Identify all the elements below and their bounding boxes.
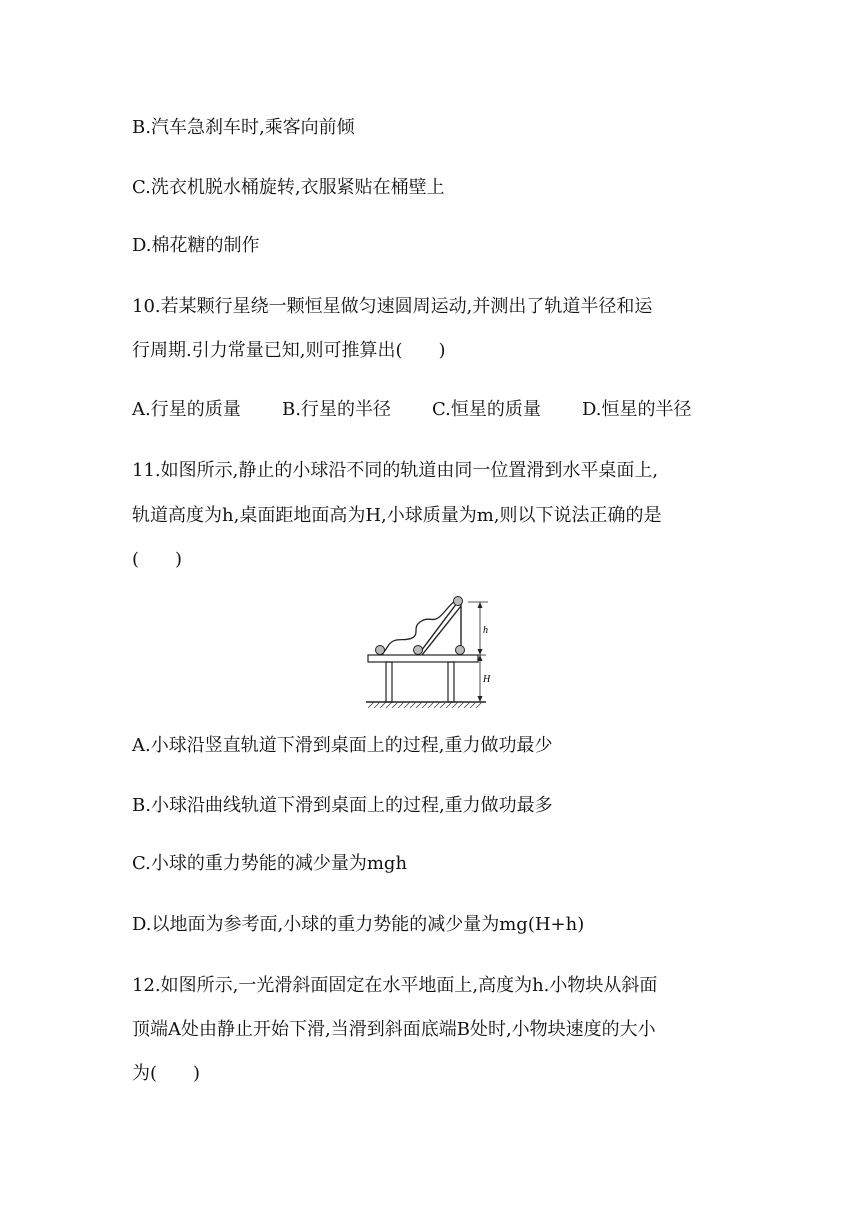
q10-stem-line1: 10.若某颗行星绕一颗恒星做匀速圆周运动,并测出了轨道半径和运	[132, 296, 653, 317]
q11-stem-line1: 11.如图所示,静止的小球沿不同的轨道由同一位置滑到水平桌面上,	[132, 460, 659, 481]
table-leg-right	[448, 662, 454, 702]
ball-vertical-end	[456, 646, 465, 655]
label-H: H	[483, 674, 491, 685]
q12-stem-line1: 12.如图所示,一光滑斜面固定在水平地面上,高度为h.小物块从斜面	[132, 975, 658, 996]
track-table-figure	[362, 592, 502, 716]
q11-option-c: C.小球的重力势能的减少量为mgh	[132, 853, 408, 874]
q11-option-b: B.小球沿曲线轨道下滑到桌面上的过程,重力做功最多	[132, 795, 553, 816]
q10-stem-line2: 行周期.引力常量已知,则可推算出( )	[132, 340, 446, 361]
ground-hatch	[368, 702, 482, 708]
table-top	[368, 655, 478, 662]
q11-option-a: A.小球沿竖直轨道下滑到桌面上的过程,重力做功最少	[132, 735, 553, 756]
q9-option-b: B.汽车急刹车时,乘客向前倾	[132, 117, 355, 138]
q12-stem-line2: 顶端A处由静止开始下滑,当滑到斜面底端B处时,小物块速度的大小	[132, 1019, 656, 1040]
ball-top	[454, 597, 463, 606]
q10-option-d: D.恒星的半径	[582, 399, 692, 420]
q10-option-b: B.行星的半径	[282, 399, 391, 420]
ball-incline-end	[414, 646, 423, 655]
straight-track	[418, 603, 457, 655]
label-h: h	[483, 625, 488, 636]
q9-option-d: D.棉花糖的制作	[132, 235, 260, 256]
q11-stem-line3: ( )	[132, 549, 183, 570]
q9-option-c: C.洗衣机脱水桶旋转,衣服紧贴在桶壁上	[132, 177, 445, 198]
q11-option-d: D.以地面为参考面,小球的重力势能的减少量为mg(H+h)	[132, 914, 585, 935]
table-leg-left	[386, 662, 392, 702]
q10-option-a: A.行星的质量	[132, 399, 241, 420]
q10-option-c: C.恒星的质量	[432, 399, 541, 420]
q11-stem-line2: 轨道高度为h,桌面距地面高为H,小球质量为m,则以下说法正确的是	[132, 505, 662, 526]
ball-curve-end	[376, 646, 385, 655]
q12-stem-line3: 为( )	[132, 1063, 201, 1084]
straight-track-inner	[422, 606, 461, 655]
